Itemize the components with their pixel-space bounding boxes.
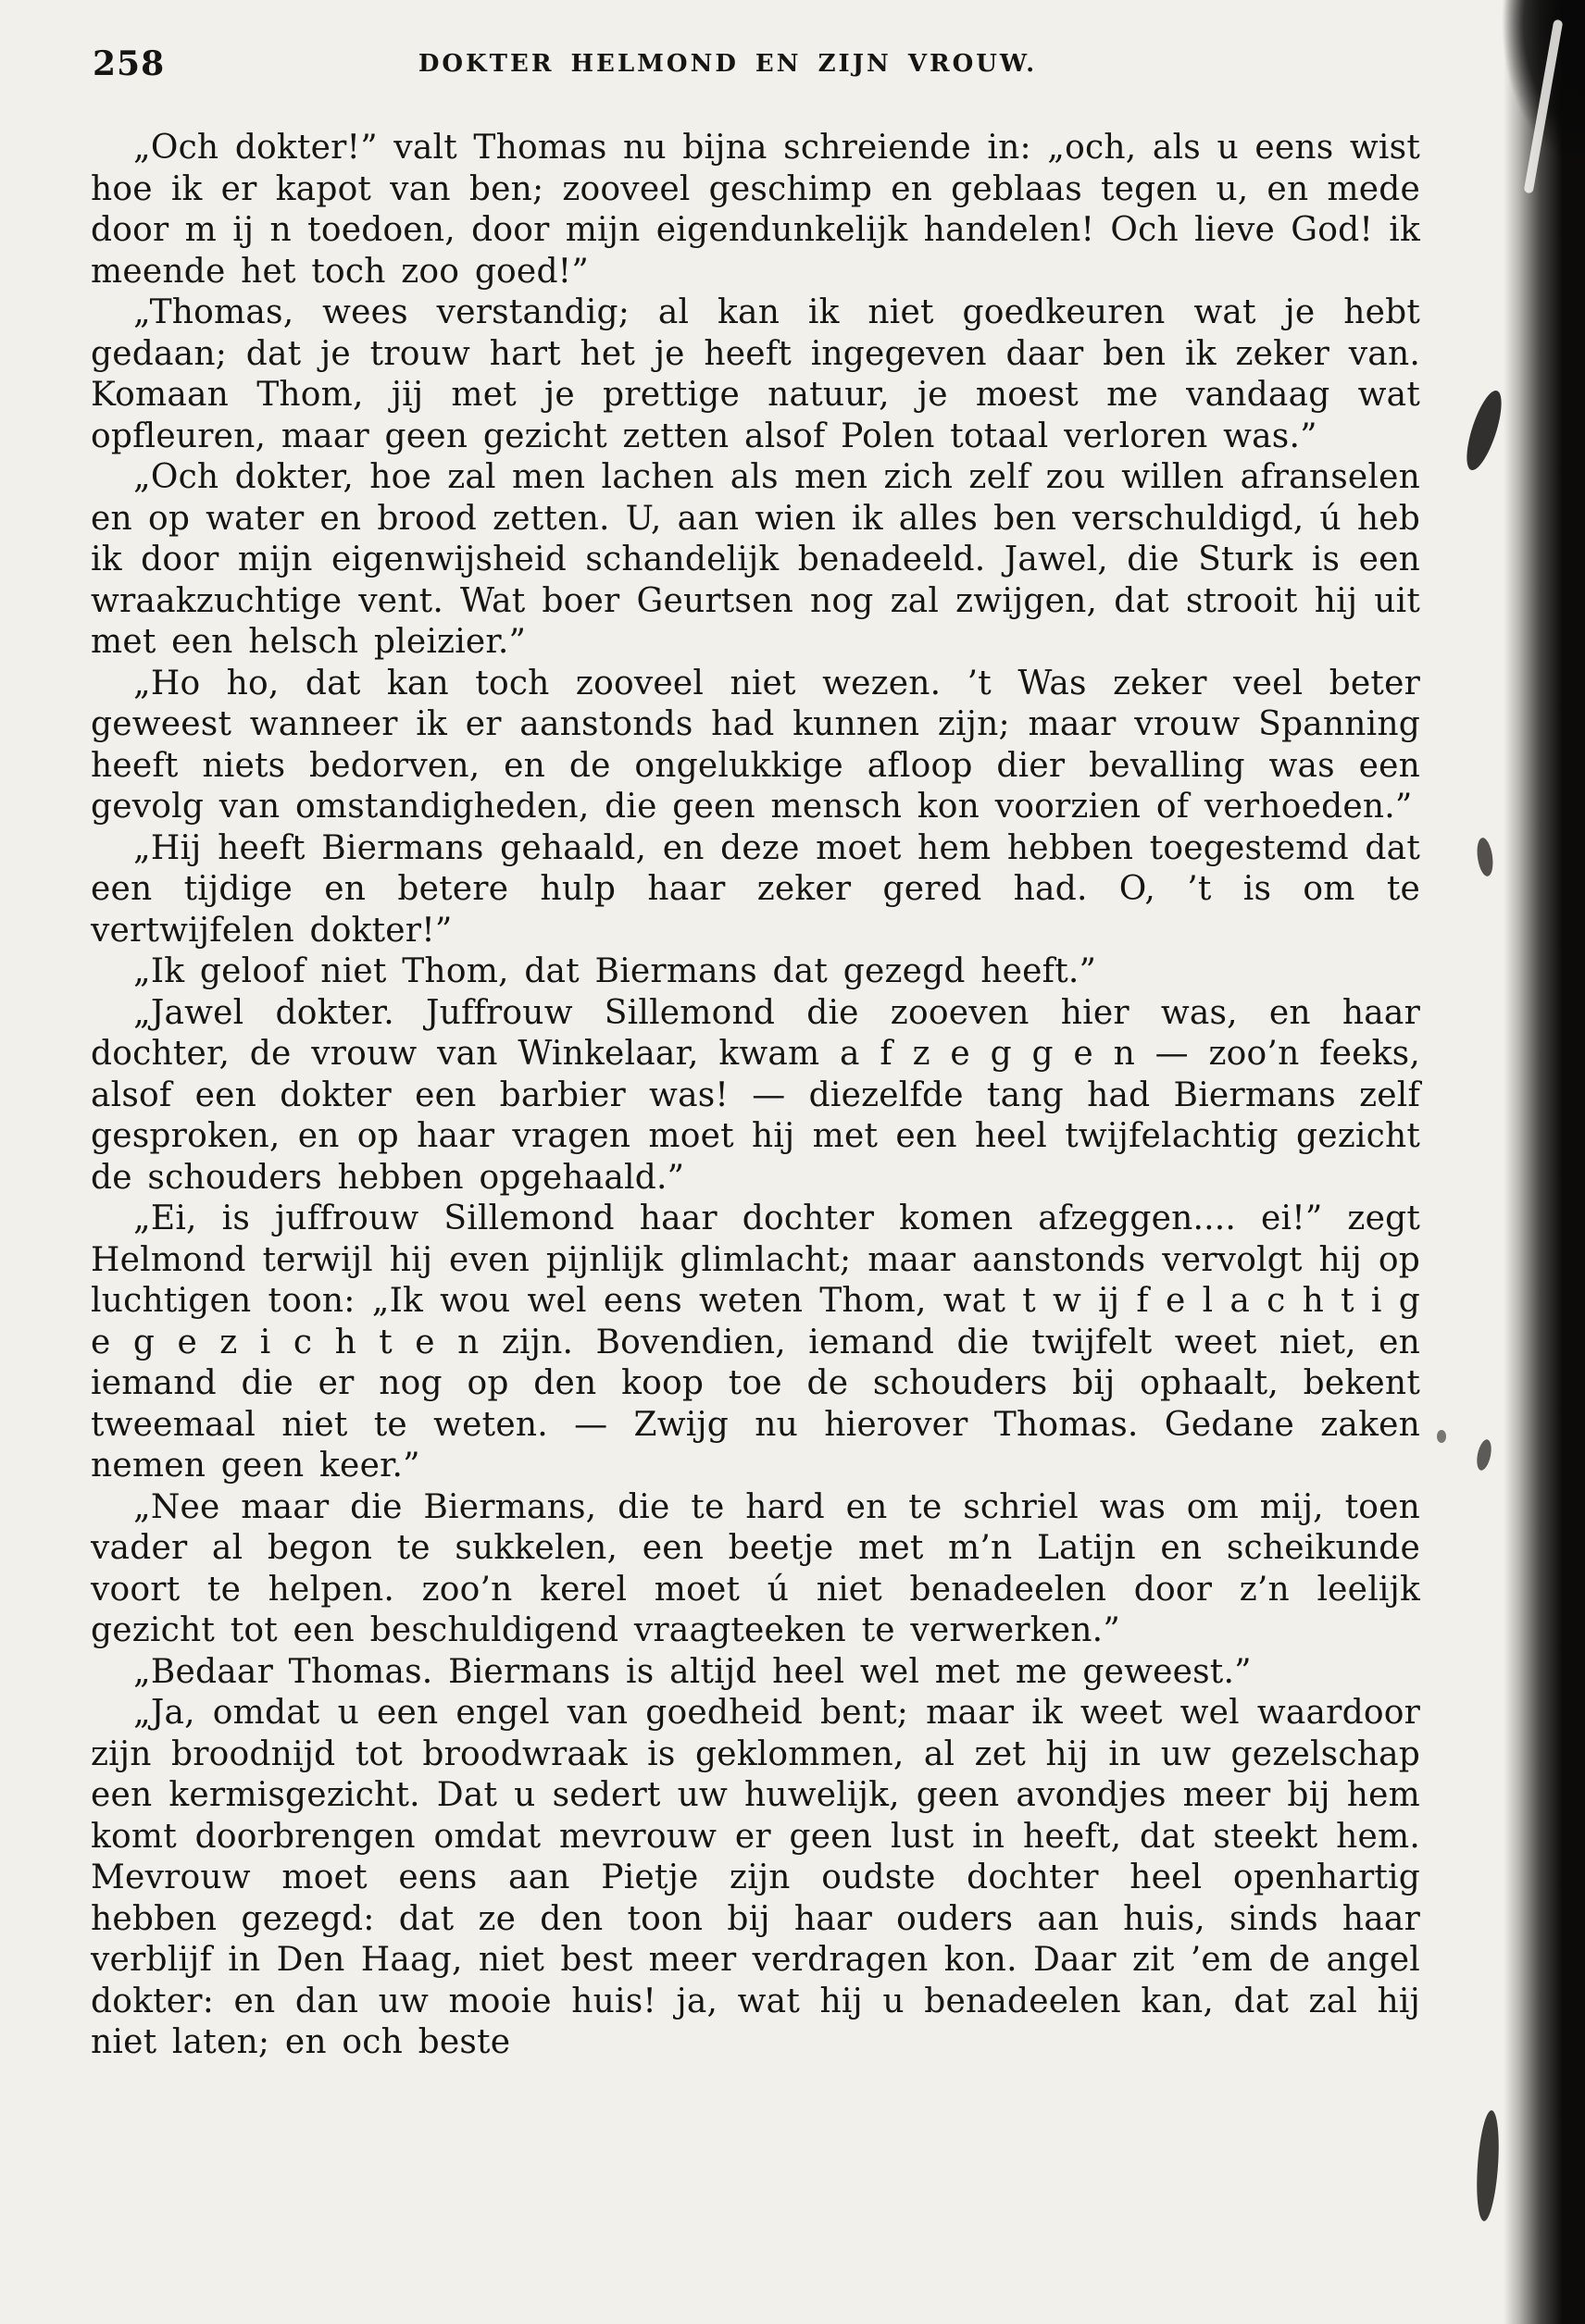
scan-ink-blot <box>1474 2109 1502 2221</box>
scan-ink-blot <box>1460 387 1509 474</box>
paragraph: „Ho ho, dat kan toch zooveel niet wezen. ’t Was zeker veel beter geweest wanneer ik er aanstonds had kunnen zijn; maar vrouw Spanning heeft niets bedorven, en de ongelukkige afloop dier bevalling was een gevolg van omstandigheden, die geen mensch kon voorzien of verhoeden.” <box>91 664 1420 826</box>
paragraph: „Jawel dokter. Juffrouw Sillemond die zooeven hier was, en haar dochter, de vrouw van Winkelaar, kwam a f z e g g e n — zoo’n feeks, alsof een dokter een barbier was! — diezelfde tang had Biermans zelf gesproken, en op haar vragen moet hij met een heel twijfelachtig gezicht de schouders hebben opgehaald.” <box>91 993 1420 1197</box>
paragraph: „Hij heeft Biermans gehaald, en deze moet hem hebben toegestemd dat een tijdige en betere hulp haar zeker gered had. O, ’t is om te vertwijfelen dokter!” <box>91 828 1420 950</box>
body-text <box>91 128 1420 2064</box>
scan-ink-blot <box>1475 1438 1494 1472</box>
paragraph: „Ja, omdat u een engel van goedheid bent; maar ik weet wel waardoor zijn broodnijd tot broodwraak is geklommen, al zet hij in uw gezelschap een kermisgezicht. Dat u sedert uw huwelijk, geen avondjes meer bij hem komt doorbrengen omdat mevrouw er geen lust in heeft, dat steekt hem. Mevrouw moet eens aan Pietje zijn oudste dochter heel openhartig hebben gezegd: dat ze den toon bij haar ouders aan huis, sinds haar verblijf in Den Haag, niet best meer verdragen kon. Daar zit ’em de angel dokter: en dan uw mooie huis! ja, wat hij u benadeelen kan, dat zal hij niet laten; en och beste <box>91 1694 1420 2061</box>
paragraph: „Och dokter!” valt Thomas nu bijna schreiende in: „och, als u eens wist hoe ik er kapot van ben; zooveel geschimp en geblaas tegen u, en mede door m ij n toedoen, door mijn eigendunkelijk handelen! Och lieve God! ik meende het toch zoo goed!” <box>91 129 1420 291</box>
paragraph: „Bedaar Thomas. Biermans is altijd heel wel met me geweest.” <box>133 1652 1252 1691</box>
paragraph: „Ei, is juffrouw Sillemond haar dochter komen afzeggen.... ei!” zegt Helmond terwijl hij even pijnlijk glimlacht; maar aanstonds vervolgt hij op luchtigen toon: „Ik wou wel eens weten Thom, wat t w ij f e l a c h t i g e g e z i c h t e n zijn. Bovendien, iemand die twijfelt weet niet, en iemand die er nog op den koop toe de schouders bij ophaalt, bekent tweemaal niet te weten. — Zwijg nu hierover Thomas. Gedane zaken nemen geen keer.” <box>91 1199 1420 1485</box>
paragraph: „Ik geloof niet Thom, dat Biermans dat gezegd heeft.” <box>133 952 1097 990</box>
running-title: DOKTER HELMOND EN ZIJN VROUW. <box>418 50 1038 78</box>
paragraph: „Nee maar die Biermans, die te hard en te schriel was om mij, toen vader al begon te sukkelen, een beetje met m’n Latijn en scheikunde voort te helpen. zoo’n kerel moet ú niet benadeelen door z’n leelijk gezicht tot een beschuldigend vraagteeken te verwerken.” <box>91 1487 1420 1649</box>
scan-speck <box>1437 1430 1446 1443</box>
page-header <box>93 44 1363 91</box>
scan-ink-blot <box>1475 837 1495 877</box>
paragraph: „Thomas, wees verstandig; al kan ik niet goedkeuren wat je hebt gedaan; dat je trouw hart het je heeft ingegeven daar ben ik zeker van. Komaan Thom, jij met je prettige natuur, je moest me vandaag wat opfleuren, maar geen gezicht zetten alsof Polen totaal verloren was.” <box>91 293 1420 455</box>
scan-binding-shadow <box>1504 0 1585 2324</box>
paragraph: „Och dokter, hoe zal men lachen als men zich zelf zou willen afranselen en op water en brood zetten. U, aan wien ik alles ben verschuldigd, ú heb ik door mijn eigenwijsheid schandelijk benadeeld. Jawel, die Sturk is een wraakzuchtige vent. Wat boer Geurtsen nog zal zwijgen, dat strooit hij uit met een helsch pleizier.” <box>91 458 1420 661</box>
page-number: 258 <box>93 44 166 83</box>
scan-corner-shadow <box>1446 0 1585 231</box>
